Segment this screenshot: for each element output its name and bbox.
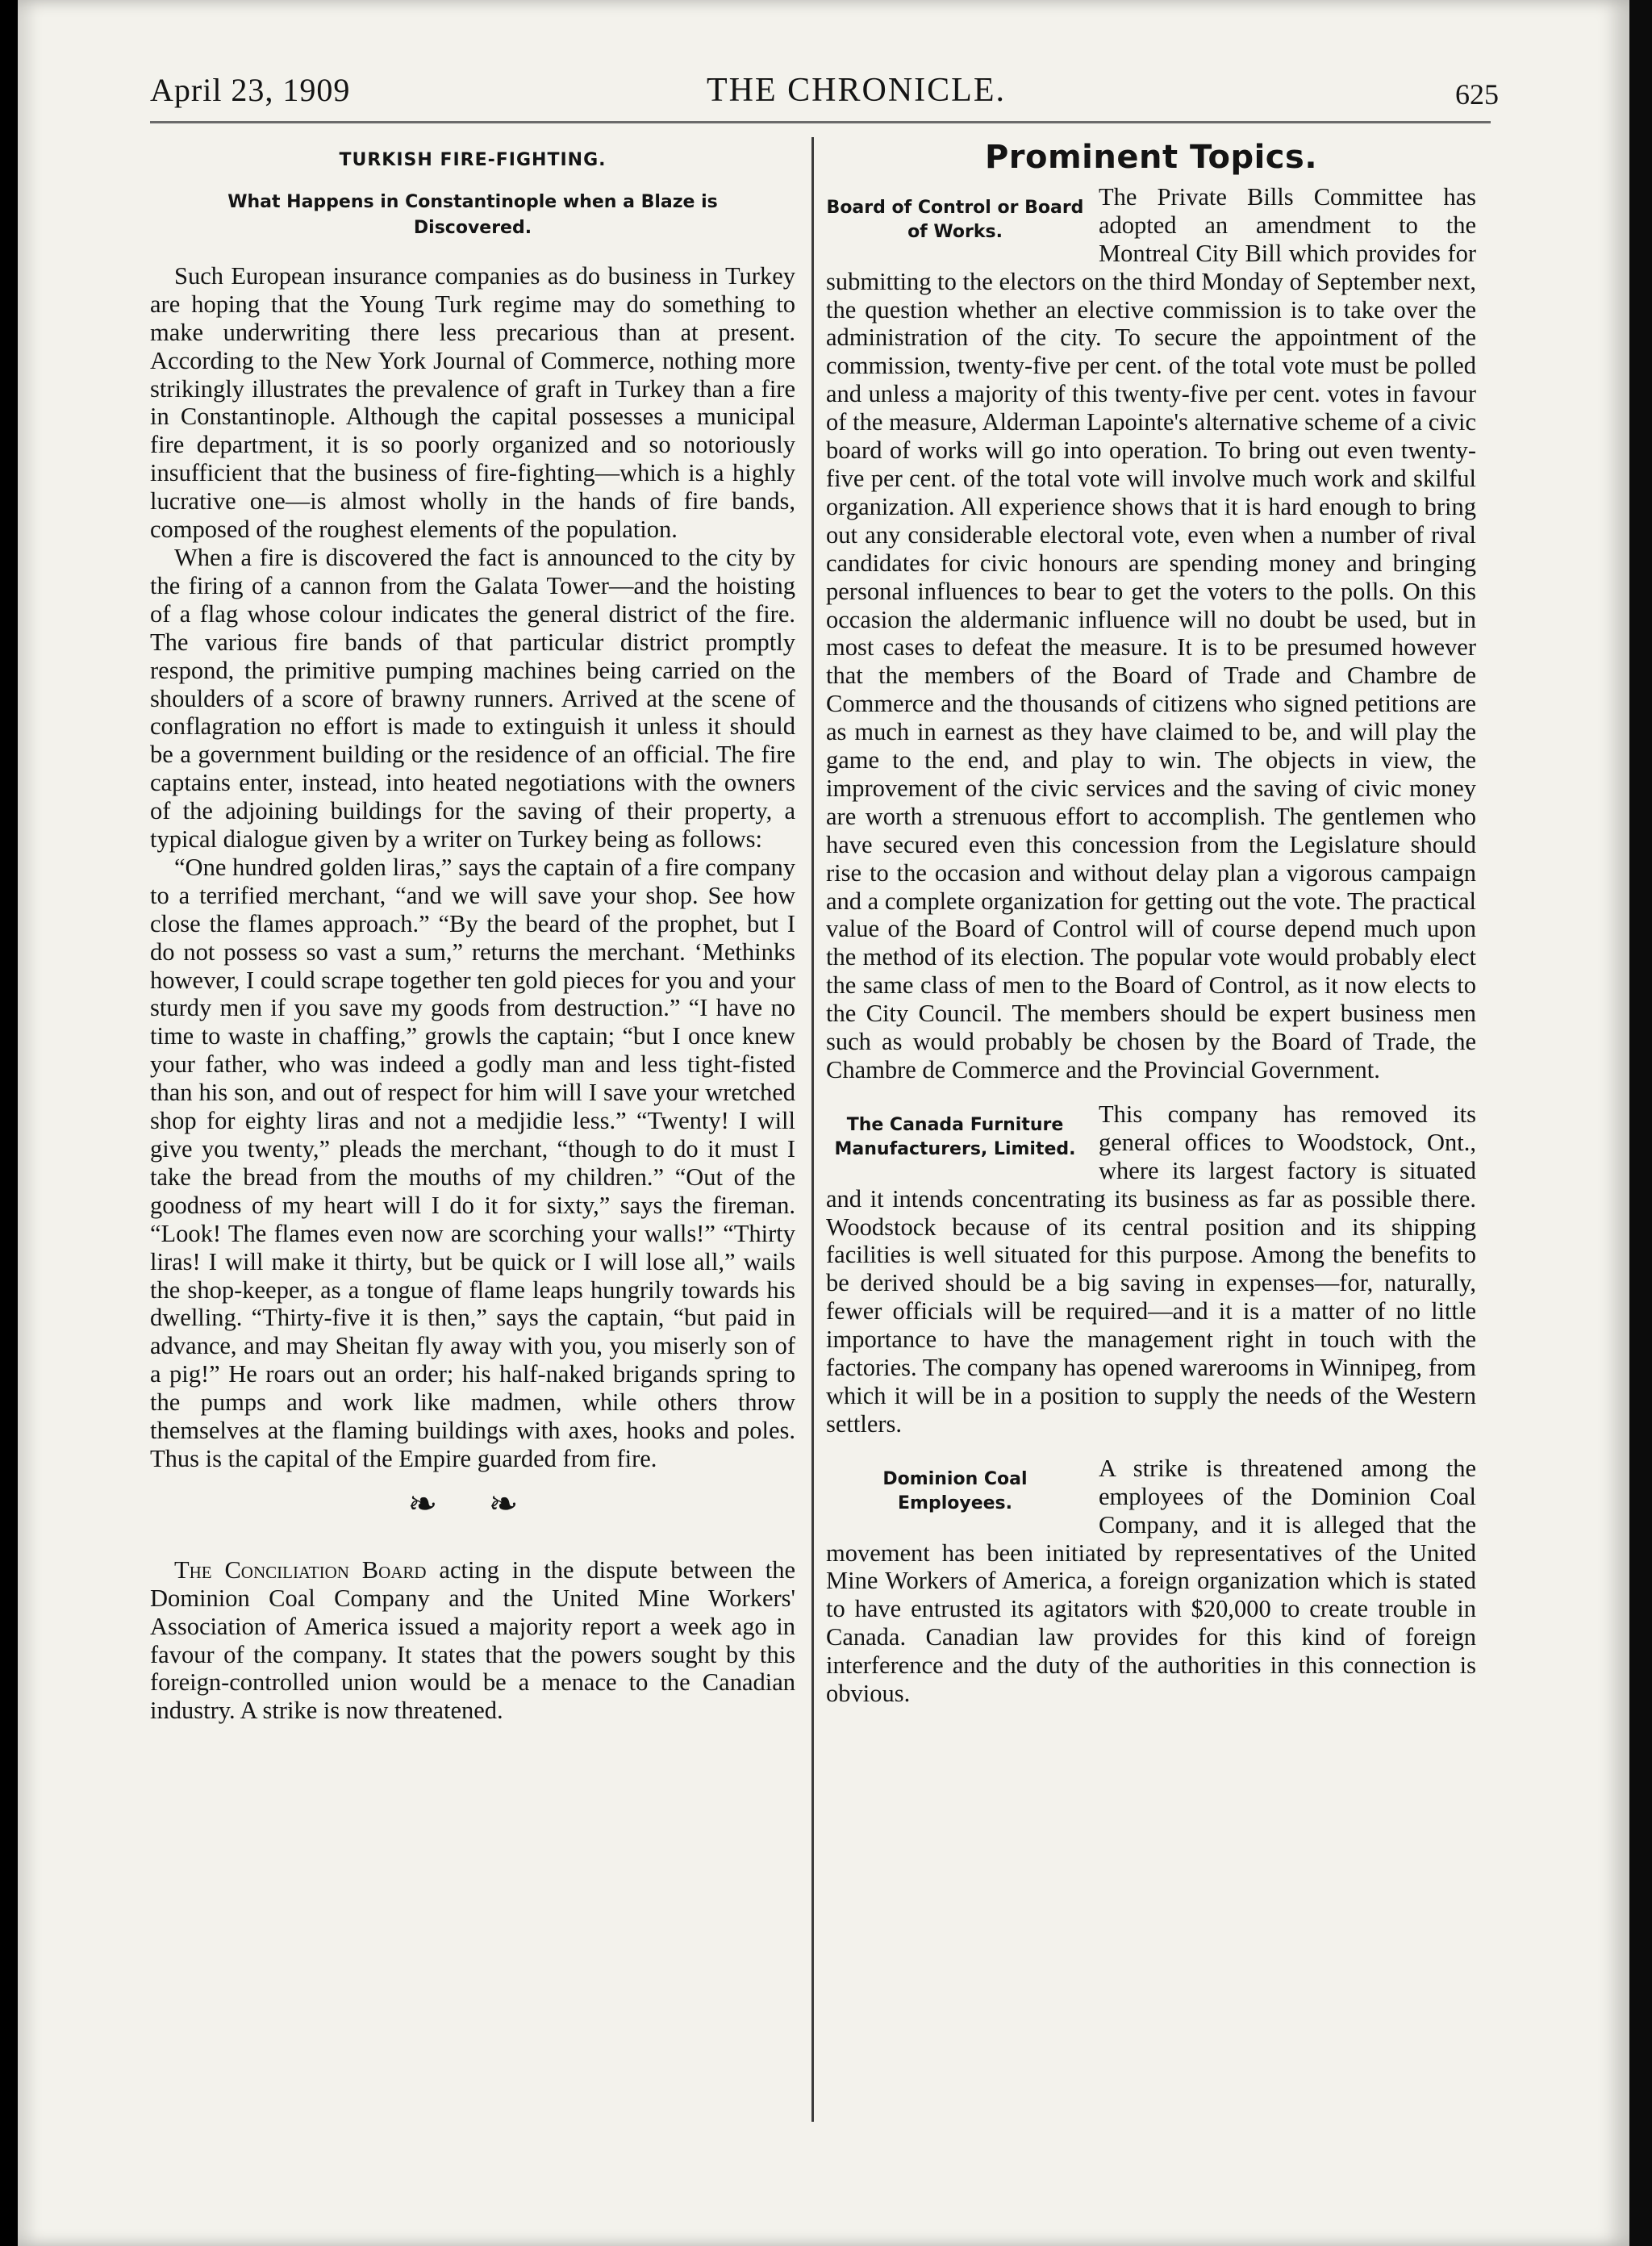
article-subhead: What Happens in Constantinople when a Blaze is Discovered. [227,191,718,238]
topic-section [826,183,1476,1084]
conciliation-lead: The Conciliation Board [174,1555,427,1584]
right-column [826,137,1476,1708]
topic-sidehead: Dominion Coal Employees. [882,1468,1028,1513]
header-rule [150,121,1491,123]
article-paragraph: When a fire is discovered the fact is announced to the city by the firing of a cannon from the Galata Tower—and the hoisting of a flag whose colour indicates the general district of the fire. The various fire bands of that particular district promptly respond, the primitive pumping machines being carried on the shoulders of a score of brawny runners. Arrived at the scene of conflagration no effort is made to extinguish it unless it should be a government building or the residence of an official. The fire captains enter, instead, into heated negotiations with the owners of the adjoining buildings for the saving of their property, a typical dialogue given by a writer on Turkey being as follows: [150,543,795,854]
conciliation-paragraph [150,1556,795,1725]
left-column [150,137,795,1725]
section-gap [826,1084,1476,1100]
topic-text: A strike is threatened among the employees of the Dominion Coal Company, and it is alleged that the movement has been initiated by representatives of the United Mine Workers of America, a foreign organization which is stated to have entrusted its agitators with $20,000 to create trouble in Canada. Canadian law provides for this kind of foreign interference and the duty of the authorities in this connection is obvious. [826,1454,1476,1708]
column-divider [811,137,814,2122]
section-title: Prominent Topics. [984,139,1318,176]
publication-title: THE CHRONICLE. [707,72,1006,109]
article-paragraph: Such European insurance companies as do business in Turkey are hoping that the Young Turk regime may do something to make underwriting there less precarious than at present. According to the New York Journal of Commerce, nothing more strikingly illustrates the prevalence of graft in Turkey than a fire in Constantinople. Although the capital possesses a municipal fire department, it is so poorly organized and so notoriously insufficient that the business of fire-fighting—which is a highly lucrative one—is almost wholly in the hands of fire bands, composed of the roughest elements of the population. [150,261,795,544]
topic-section [826,1455,1476,1708]
topic-text: This company has removed its general offices to Woodstock, Ont., where its largest factory is situated and it intends concentrating its business as far as possible there. Woodstock because of its central position and its shipping facilities is well situated for this purpose. Among the benefits to be derived should be a big saving in expenses—for, naturally, fewer officials will be required—and it is a matter of no little importance to have the management right in touch with the factories. The company has opened warerooms in Winnipeg, from which it will be in a position to supply the needs of the Western settlers. [826,1100,1476,1438]
topic-text: The Private Bills Committee has adopted an amendment to the Montreal City Bill which provides for submitting to the electors on the third Monday of September next, the question whether an elective commission is to take over the administration of the city. To secure the appointment of the commission, twenty-five per cent. of the total vote must be polled and unless a majority of this twenty-five per cent. votes in favour of the measure, Alderman Lapointe's alternative scheme of a civic board of works will go into operation. To bring out even twenty-five per cent. of the total vote will involve much work and skilful organization. All experience shows that it is hard enough to bring out any considerable electoral vote, even when a number of rival candidates for civic honours are spending money and bringing personal influences to bear to get the voters to the polls. On this occasion the aldermanic influence will no doubt be used, but in most cases to defeat the measure. It is to be presumed however that the members of the Board of Trade and Chambre de Commerce and the thousands of citizens who signed petitions are as much in earnest as they have claimed to be, and will play the game to the end, and play to win. The objects in view, the improvement of the civic services and the saving of civic money are worth a strenuous effort to accomplish. The gentlemen who have secured even this concession from the Legislature should rise to the occasion and without delay plan a vigorous campaign and a complete organization for getting out the vote. The practical value of the Board of Control will of course depend much upon the method of its election. The popular vote would probably elect the same class of men to the Board of Control, as it now elects to the City Council. The members should be expert business men such as would probably be chosen by the Board of Trade, the Chambre de Commerce and the Provincial Government. [826,182,1476,1083]
topic-sidehead: Board of Control or Board of Works. [826,197,1084,242]
section-ornament: ❧ ❧ [407,1483,538,1525]
section-gap [826,1438,1476,1455]
page-number: 625 [1455,78,1499,111]
article-paragraph: “One hundred golden liras,” says the captain of a fire company to a terrified merchant, “and we will save your shop. See how close the flames approach.” “By the beard of the prophet, but I do not possess so vast a sum,” returns the merchant. ‘Methinks however, I could scrape together ten gold pieces for you and your sturdy men if you save my goods from destruction.” “I have no time to waste in chaffing,” growls the captain; “but I once knew your father, who was indeed a godly man and less tight-fisted than his son, and out of respect for him will I save your wretched shop for eighty liras and not a medjidie less.” “Twenty! I will give you twenty,” pleads the merchant, “though to do it must I take the bread from the mouths of my children.” “Out of the goodness of my heart will I do it for sixty,” says the fireman. “Look! The flames even now are scorching your walls!” “Thirty liras! I will make it thirty, but be quick or I will lose all,” wails the shop-keeper, as a tongue of flame leaps hungrily towards his dwelling. “Thirty-five it is then,” says the captain, “but paid in advance, and may Sheitan fly away with you, you miserly son of a pig!” He roars out an order; his half-naked brigands spring to the pumps and work like madmen, while others throw themselves at the flaming buildings with axes, hooks and poles. Thus is the capital of the Empire guarded from fire. [150,853,795,1472]
issue-date: April 23, 1909 [150,72,351,108]
article-kicker: TURKISH FIRE-FIGHTING. [339,150,607,170]
page-header [150,71,1499,116]
topic-section [826,1100,1476,1438]
topic-sidehead: The Canada Furniture Manufacturers, Limited. [834,1114,1076,1159]
conciliation-text: acting in the dispute between the Dominion Coal Company and the United Mine Workers' Association of America issued a majority report a week ago in favour of the company. It states that the powers sought by this foreign-controlled union would be a menace to the Canadian industry. A strike is now threatened. [150,1555,795,1725]
page-edge-shadow [1629,0,1652,2246]
